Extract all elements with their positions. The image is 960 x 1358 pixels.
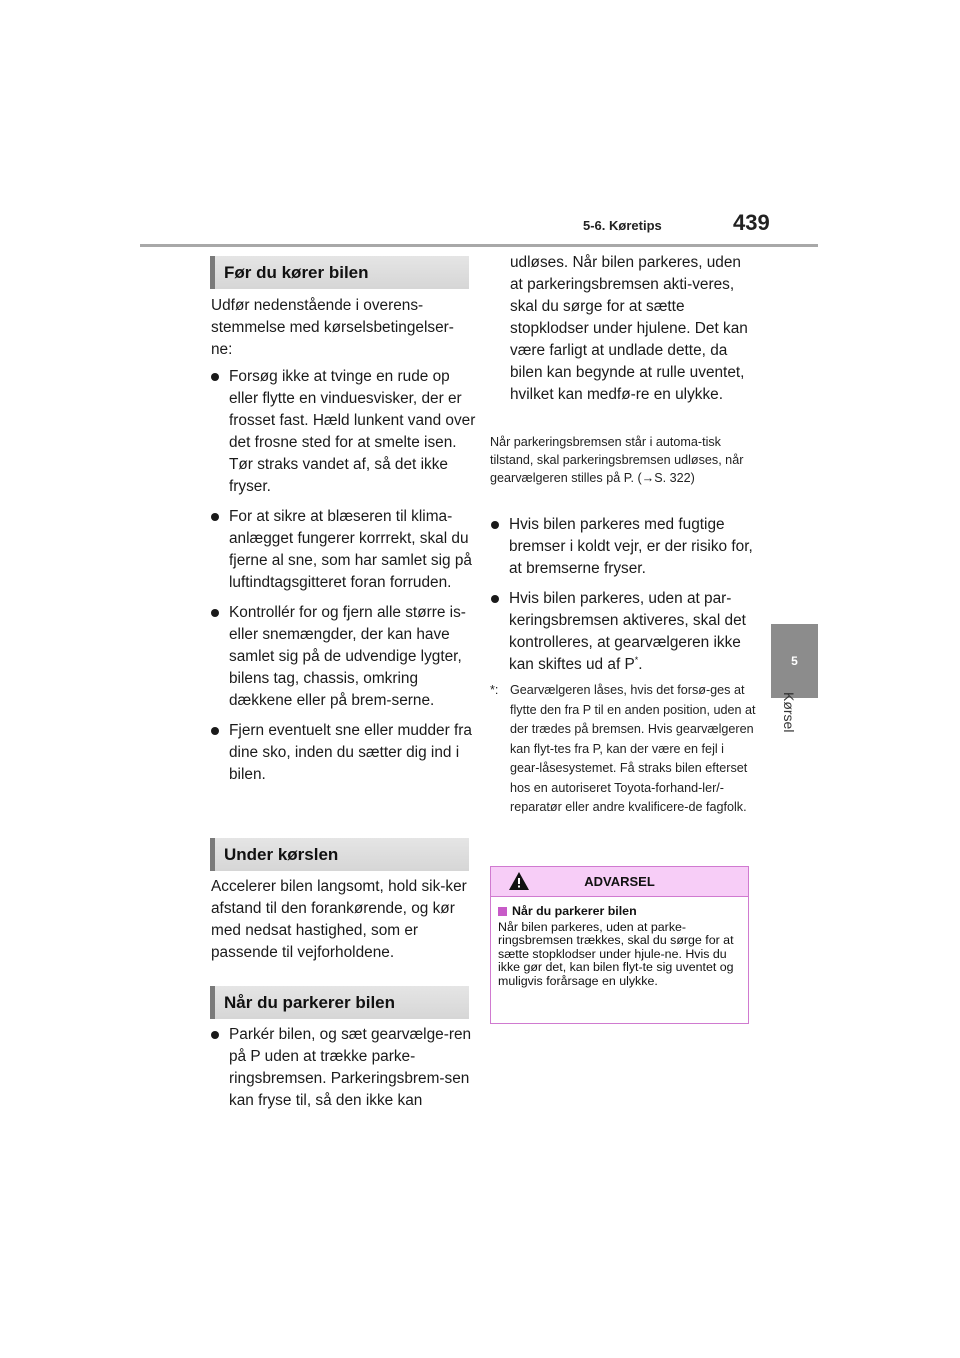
list-item bbox=[211, 506, 476, 594]
section-title: 5-6. Køretips bbox=[583, 218, 662, 233]
footnote-ref[interactable]: * bbox=[634, 654, 639, 665]
bullet-icon bbox=[211, 609, 219, 617]
heading-before-driving bbox=[210, 256, 469, 289]
heading-text: Under kørslen bbox=[224, 844, 339, 864]
heading-text: Når du parkerer bilen bbox=[224, 992, 396, 1012]
warning-title: ADVARSEL bbox=[584, 874, 655, 889]
while-driving-paragraph: Accelerer bilen langsomt, hold sik-ker afstand til den forankørende, og kør med nedsat hastighed, som er passende til vejforholdene. bbox=[211, 878, 467, 961]
list-item-text: Hvis bilen parkeres med fugtige bremser i koldt vejr, er der risiko for, at bremserne fryser. bbox=[509, 516, 753, 577]
footnote-text: Gearvælgeren låses, hvis det forsø-ges at flytte den fra P til en anden position, uden at der trædes på bremsen. Hvis gearvælgeren kan flyt-tes fra P, kan der være en fejl i gear-låsesystemet. Få straks bilen efterset hos en autoriseret Toyota-forhand-ler/-reparatør eller andre kvalificere-de fagfolk. bbox=[510, 683, 756, 814]
bullet-icon bbox=[211, 1031, 219, 1039]
list-item-text: Fjern eventuelt sne eller mudder fra dine sko, inden du sætter dig ind i bilen. bbox=[229, 722, 472, 783]
chapter-tab[interactable] bbox=[771, 624, 818, 698]
chapter-label: Kørsel bbox=[781, 692, 797, 733]
list-item bbox=[211, 602, 476, 712]
warning-subtitle bbox=[498, 904, 748, 918]
list-item-text-end: . bbox=[638, 656, 643, 673]
auto-mode-note: Når parkeringsbremsen står i automa-tisk tilstand, skal parkeringsbremsen udløses, når gearvælgeren stilles på P. (→S. 322) bbox=[490, 435, 744, 485]
bullet-icon bbox=[491, 595, 499, 603]
warning-triangle-icon bbox=[508, 871, 530, 891]
header-divider bbox=[140, 244, 818, 247]
bullet-icon bbox=[211, 727, 219, 735]
parking-bullet-continuation: udløses. Når bilen parkeres, uden at parkeringsbremsen akti-veres, skal du sørge for at sætte stopklodser under hjulene. Det kan være farligt at undlade dette, da bilen kan begynde at rulle uventet, hvilket kan medfø-re en ulykke. bbox=[510, 254, 748, 403]
parking-list-col1 bbox=[211, 1024, 476, 1120]
before-driving-list bbox=[211, 366, 476, 794]
heading-text: Før du kører bilen bbox=[224, 262, 369, 282]
list-item-text: Parkér bilen, og sæt gearvælge-ren på P uden at trække parke-ringsbremsen. Parkeringsbrem-sen kan fryse til, så den ikke kan bbox=[229, 1026, 472, 1109]
warning-box bbox=[490, 866, 749, 1024]
chapter-number: 5 bbox=[791, 654, 798, 668]
list-item bbox=[491, 514, 756, 580]
intro-paragraph: Udfør nedenstående i overens-stemmelse med kørselsbetingelser-ne: bbox=[211, 297, 454, 358]
list-item-text: For at sikre at blæseren til klima-anlægget fungerer korrrekt, skal du fjerne al sne, som har samlet sig på luftindtagsgitteret foran forruden. bbox=[229, 508, 472, 591]
list-item-text: Forsøg ikke at tvinge en rude op eller flytte en vinduesvisker, der er frosset fast. Hæld lunkent vand over det frosne sted for at smelte isen. Tør straks vandet af, så det ikke fryser. bbox=[229, 368, 476, 495]
warning-header bbox=[491, 867, 748, 897]
square-icon bbox=[498, 907, 507, 916]
heading-when-parking bbox=[210, 986, 469, 1019]
bullet-icon bbox=[211, 373, 219, 381]
heading-while-driving bbox=[210, 838, 469, 871]
page-number: 439 bbox=[733, 210, 770, 235]
footnote bbox=[490, 681, 756, 818]
warning-subtitle-text: Når du parkerer bilen bbox=[512, 904, 637, 918]
list-item-text: Kontrollér for og fjern alle større is- eller snemængder, der kan have samlet sig på de udvendige lygter, bilens tag, chassis, omkring dækkene eller på brem-serne. bbox=[229, 604, 466, 709]
list-item bbox=[211, 1024, 476, 1112]
parking-list-col2 bbox=[491, 514, 756, 684]
list-item-text: Hvis bilen parkeres, uden at par-keringsbremsen aktiveres, skal det kontrolleres, at gearvælgeren ikke kan skiftes ud af P bbox=[509, 590, 746, 673]
list-item bbox=[211, 366, 476, 498]
footnote-mark: *: bbox=[490, 683, 499, 697]
bullet-icon bbox=[211, 513, 219, 521]
list-item bbox=[491, 588, 756, 676]
list-item bbox=[211, 720, 476, 786]
bullet-icon bbox=[491, 521, 499, 529]
warning-body: Når bilen parkeres, uden at parke-ringsbremsen trækkes, skal du sørge for at sætte stopklodser under hjule-ne. Hvis du ikke gør det, kan bilen flyt-te sig uventet og muligvis forårsage en ulykke. bbox=[498, 920, 734, 988]
